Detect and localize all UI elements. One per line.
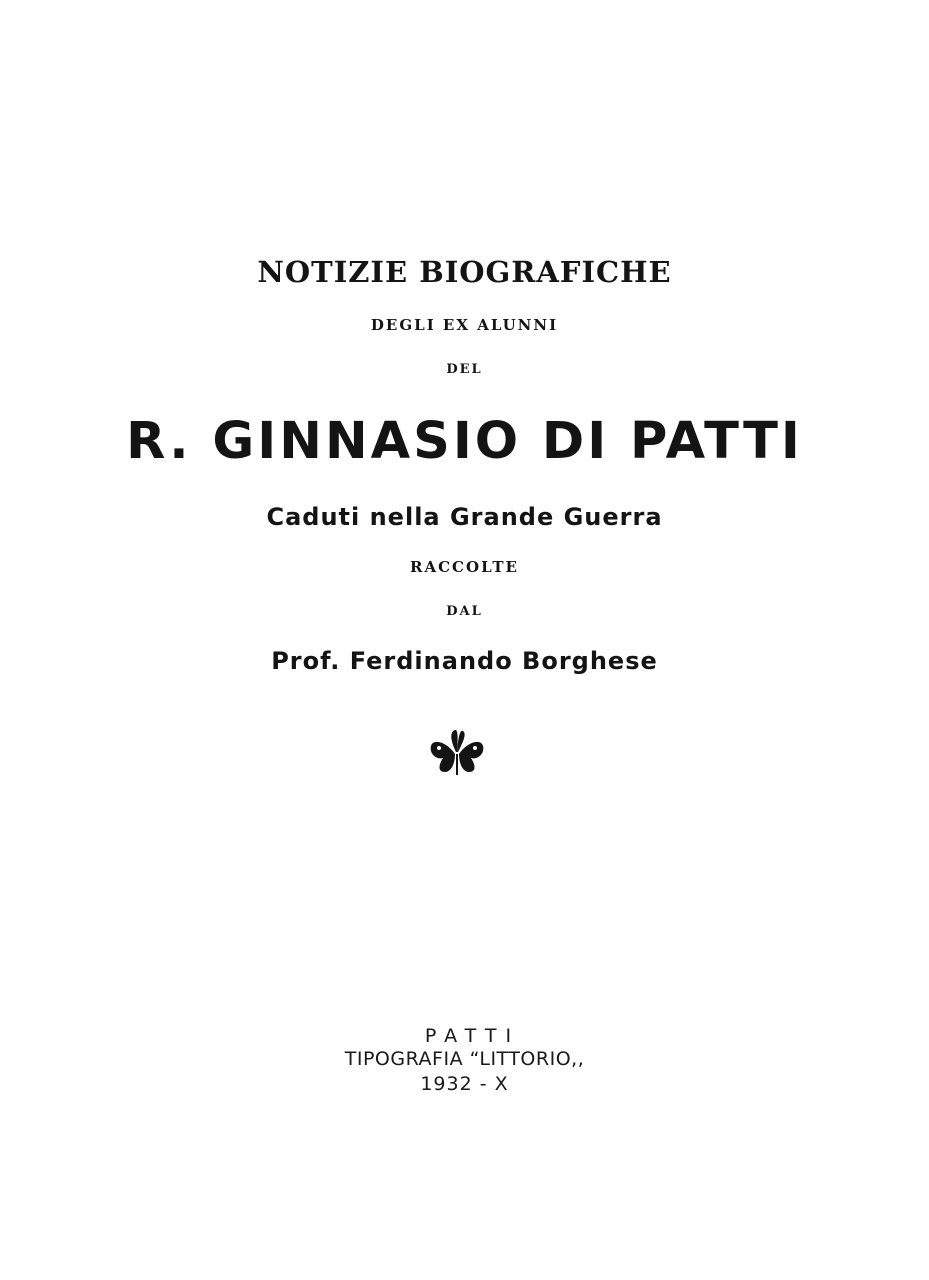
connector-del: DEL [446,362,483,377]
floral-ornament-icon [427,728,487,776]
subheading: DEGLI EX ALUNNI [370,316,559,334]
heading: NOTIZIE BIOGRAFICHE [257,255,672,289]
imprint-year: 1932 - X [420,1073,509,1095]
imprint-printer: TIPOGRAFIA “LITTORIO,, [344,1048,585,1070]
connector-dal: DAL [446,604,483,619]
institution-title: R. GINNASIO DI PATTI [126,412,803,471]
imprint-city: PATTI [424,1025,521,1047]
subtitle: Caduti nella Grande Guerra [266,503,663,531]
collected-label: RACCOLTE [410,558,519,576]
author-name: Prof. Ferdinando Borghese [271,647,658,675]
